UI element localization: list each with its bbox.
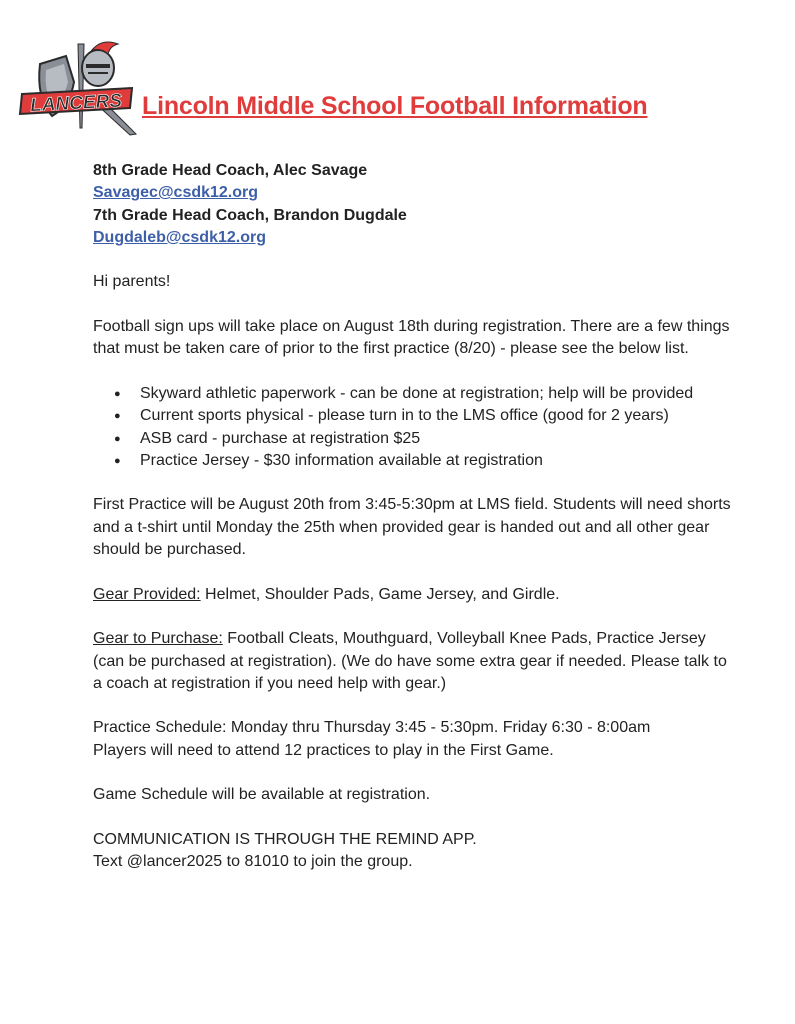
checklist — [93, 383, 733, 472]
bullet-icon: ● — [114, 432, 121, 445]
gear-provided-label: Gear Provided: — [93, 585, 201, 603]
checklist-item: ● Practice Jersey - $30 information available at registration — [93, 450, 733, 472]
document-body — [93, 160, 733, 874]
coach-7th-name: 7th Grade Head Coach, Brandon Dugdale — [93, 206, 407, 224]
gear-purchase-paragraph: Gear to Purchase: Football Cleats, Mouthguard, Volleyball Knee Pads, Practice Jersey (can be purchased at registration). (We do have some extra gear if needed. Please talk to a coach at registration if you need help with gear.) — [93, 630, 727, 692]
practice-requirement-line: Players will need to attend 12 practices to play in the First Game. — [93, 741, 554, 759]
coach-8th-email-link[interactable]: Savagec@csdk12.org — [93, 184, 259, 202]
communication-instructions: Text @lancer2025 to 81010 to join the group. — [93, 853, 413, 871]
communication-heading: COMMUNICATION IS THROUGH THE REMIND APP. — [93, 830, 477, 848]
coach-8th-name: 8th Grade Head Coach, Alec Savage — [93, 162, 368, 179]
lancers-logo — [18, 36, 138, 136]
bullet-icon: ● — [114, 454, 121, 467]
coach-7th-email-link[interactable]: Dugdaleb@csdk12.org — [93, 228, 266, 246]
intro-paragraph: Football sign ups will take place on August 18th during registration. There are a few things that must be taken care of prior to the first practice (8/20) - please see the below list. — [93, 318, 730, 358]
bullet-icon: ● — [114, 410, 121, 423]
bullet-icon: ● — [114, 387, 121, 400]
gear-provided-paragraph: Gear Provided: Helmet, Shoulder Pads, Game Jersey, and Girdle. — [93, 585, 560, 603]
practice-schedule-line: Practice Schedule: Monday thru Thursday 3:45 - 5:30pm. Friday 6:30 - 8:00am — [93, 719, 651, 737]
gear-purchase-label: Gear to Purchase: — [93, 630, 223, 648]
checklist-item: ● Skyward athletic paperwork - can be done at registration; help will be provided — [93, 383, 733, 405]
checklist-item: ● ASB card - purchase at registration $25 — [93, 428, 733, 450]
game-schedule-line: Game Schedule will be available at registration. — [93, 786, 431, 804]
greeting: Hi parents! — [93, 273, 171, 291]
logo-wordmark: LANCERS — [29, 90, 123, 117]
checklist-item: ● Current sports physical - please turn in to the LMS office (good for 2 years) — [93, 405, 733, 427]
page-title: Lincoln Middle School Football Information — [142, 92, 648, 120]
first-practice-paragraph: First Practice will be August 20th from 3:45-5:30pm at LMS field. Students will need shorts and a t-shirt until Monday the 25th when provided gear is handed out and all other gear should be purchased. — [93, 496, 731, 559]
